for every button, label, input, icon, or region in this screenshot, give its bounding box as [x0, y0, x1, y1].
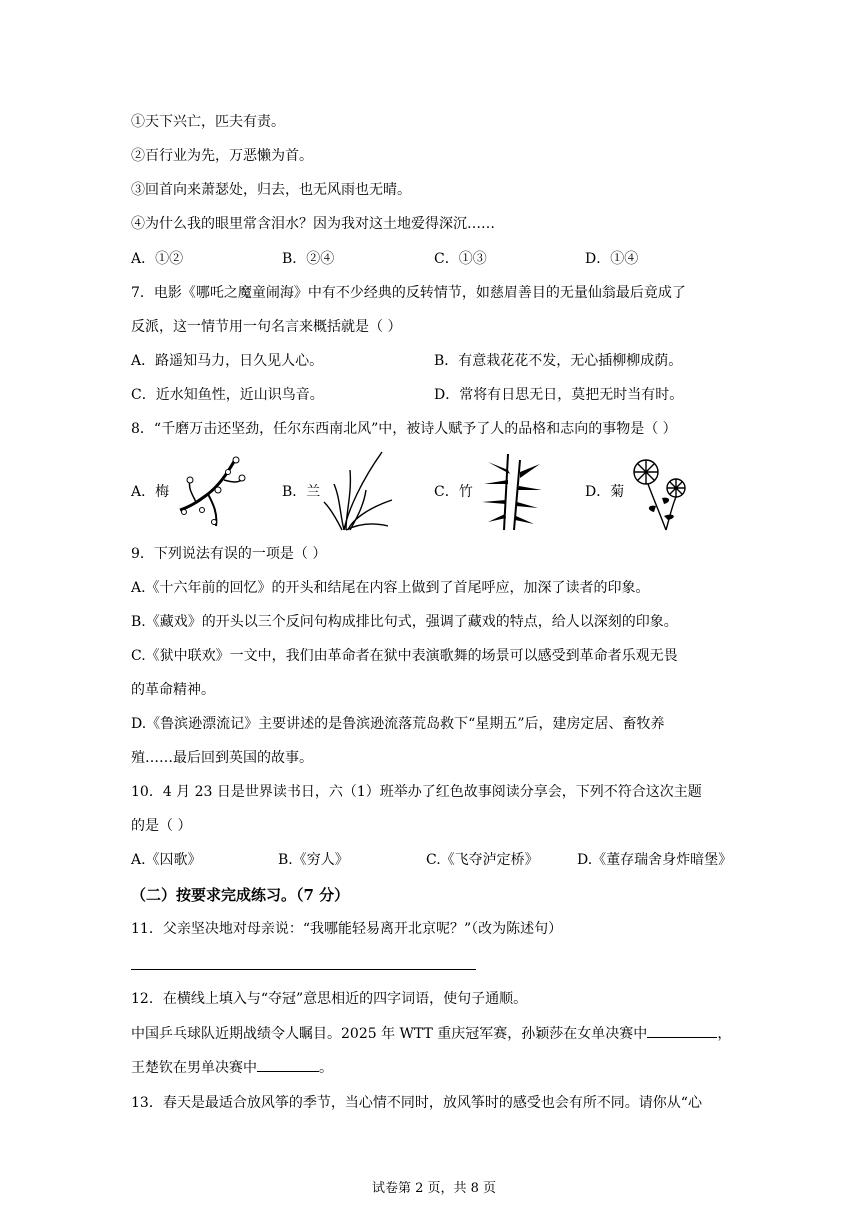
q6-option-c: C．①③	[434, 251, 487, 267]
q9-option-d-line2: 殖……最后回到英国的故事。	[131, 750, 313, 766]
q7-option-b: B．有意栽花花不发，无心插柳柳成荫。	[434, 353, 683, 369]
bamboo-icon	[474, 450, 546, 532]
q10-option-c: C.《飞夺泸定桥》	[426, 852, 539, 868]
q12-text-2: ，	[717, 1026, 732, 1042]
q6-item-1: ①天下兴亡，匹夫有责。	[131, 114, 285, 130]
q12-sentence-line2	[131, 1057, 333, 1078]
q12-text-4: 。	[319, 1060, 333, 1076]
q6-item-2: ②百行业为先，万恶懒为首。	[131, 148, 313, 164]
q12-blank-1[interactable]	[647, 1023, 717, 1038]
q10-option-d: D.《董存瑞舍身炸暗堡》	[577, 852, 733, 868]
q11-stem: 11．父亲坚决地对母亲说：“我哪能轻易离开北京呢？”（改为陈述句）	[131, 921, 563, 937]
q8-option-c: C．竹	[434, 484, 473, 500]
q7-stem-line1: 7．电影《哪吒之魔童闹海》中有不少经典的反转情节，如慈眉善目的无量仙翁最后竟成了	[131, 285, 686, 301]
q13-stem: 13．春天是最适合放风筝的季节，当心情不同时，放风筝时的感受也会有所不同。请你从“心	[131, 1095, 702, 1111]
q6-option-d: D．①④	[585, 251, 639, 267]
q10-stem-line2: 的是（ ）	[131, 818, 192, 834]
q6-item-4: ④为什么我的眼里常含泪水？因为我对这土地爱得深沉……	[131, 216, 495, 232]
q12-sentence-line1	[131, 1023, 731, 1044]
q8-option-b: B．兰	[282, 484, 321, 500]
q6-option-a: A．①②	[131, 251, 184, 267]
q12-text-1: 中国乒乓球队近期战绩令人瞩目。2025 年 WTT 重庆冠军赛，孙颖莎在女单决赛中	[131, 1026, 648, 1042]
q7-option-d: D．常将有日思无日，莫把无时当有时。	[434, 387, 684, 403]
q8-option-a: A．梅	[131, 484, 170, 500]
page-footer: 试卷第 2 页，共 8 页	[371, 1181, 497, 1196]
q9-option-a: A.《十六年前的回忆》的开头和结尾在内容上做到了首尾呼应，加深了读者的印象。	[131, 580, 650, 596]
q10-stem-line1: 10．4 月 23 日是世界读书日，六（1）班举办了红色故事阅读分享会，下列不符合这次主题	[131, 784, 702, 800]
q6-item-3: ③回首向来萧瑟处，归去，也无风雨也无晴。	[131, 182, 411, 198]
q9-stem: 9．下列说法有误的一项是（ ）	[131, 546, 327, 562]
q12-blank-2[interactable]	[257, 1057, 319, 1072]
q8-option-d: D．菊	[585, 484, 625, 500]
q7-stem-line2: 反派，这一情节用一句名言来概括就是（ ）	[131, 319, 402, 335]
q9-option-d-line1: D.《鲁滨逊漂流记》主要讲述的是鲁滨逊流落荒岛救下“星期五”后，建房定居、畜牧养	[131, 716, 665, 732]
q12-stem: 12．在横线上填入与“夺冠”意思相近的四字词语，使句子通顺。	[131, 991, 528, 1007]
q8-stem: 8．“千磨万击还坚劲，任尔东西南北风”中，被诗人赋予了人的品格和志向的事物是（ ）	[131, 421, 677, 437]
section-heading: （二）按要求完成练习。（7 分）	[131, 886, 350, 904]
plum-blossom-icon	[174, 450, 250, 532]
q12-text-3: 王楚钦在男单决赛中	[131, 1060, 257, 1076]
q10-option-b: B.《穷人》	[278, 852, 349, 868]
q11-answer-line[interactable]	[131, 969, 476, 970]
orchid-icon	[322, 450, 394, 532]
q9-option-c-line1: C.《狱中联欢》一文中，我们由革命者在狱中表演歌舞的场景可以感受到革命者乐观无畏	[131, 648, 678, 664]
q7-option-a: A．路遥知马力，日久见人心。	[131, 353, 324, 369]
q6-option-b: B．②④	[282, 251, 335, 267]
q7-option-c: C．近水知鱼性，近山识鸟音。	[131, 387, 324, 403]
q9-option-c-line2: 的革命精神。	[131, 682, 215, 698]
chrysanthemum-icon	[626, 450, 698, 532]
q9-option-b: B.《藏戏》的开头以三个反问句构成排比句式，强调了藏戏的特点，给人以深刻的印象。	[131, 614, 678, 630]
q10-option-a: A.《囚歌》	[131, 852, 202, 868]
